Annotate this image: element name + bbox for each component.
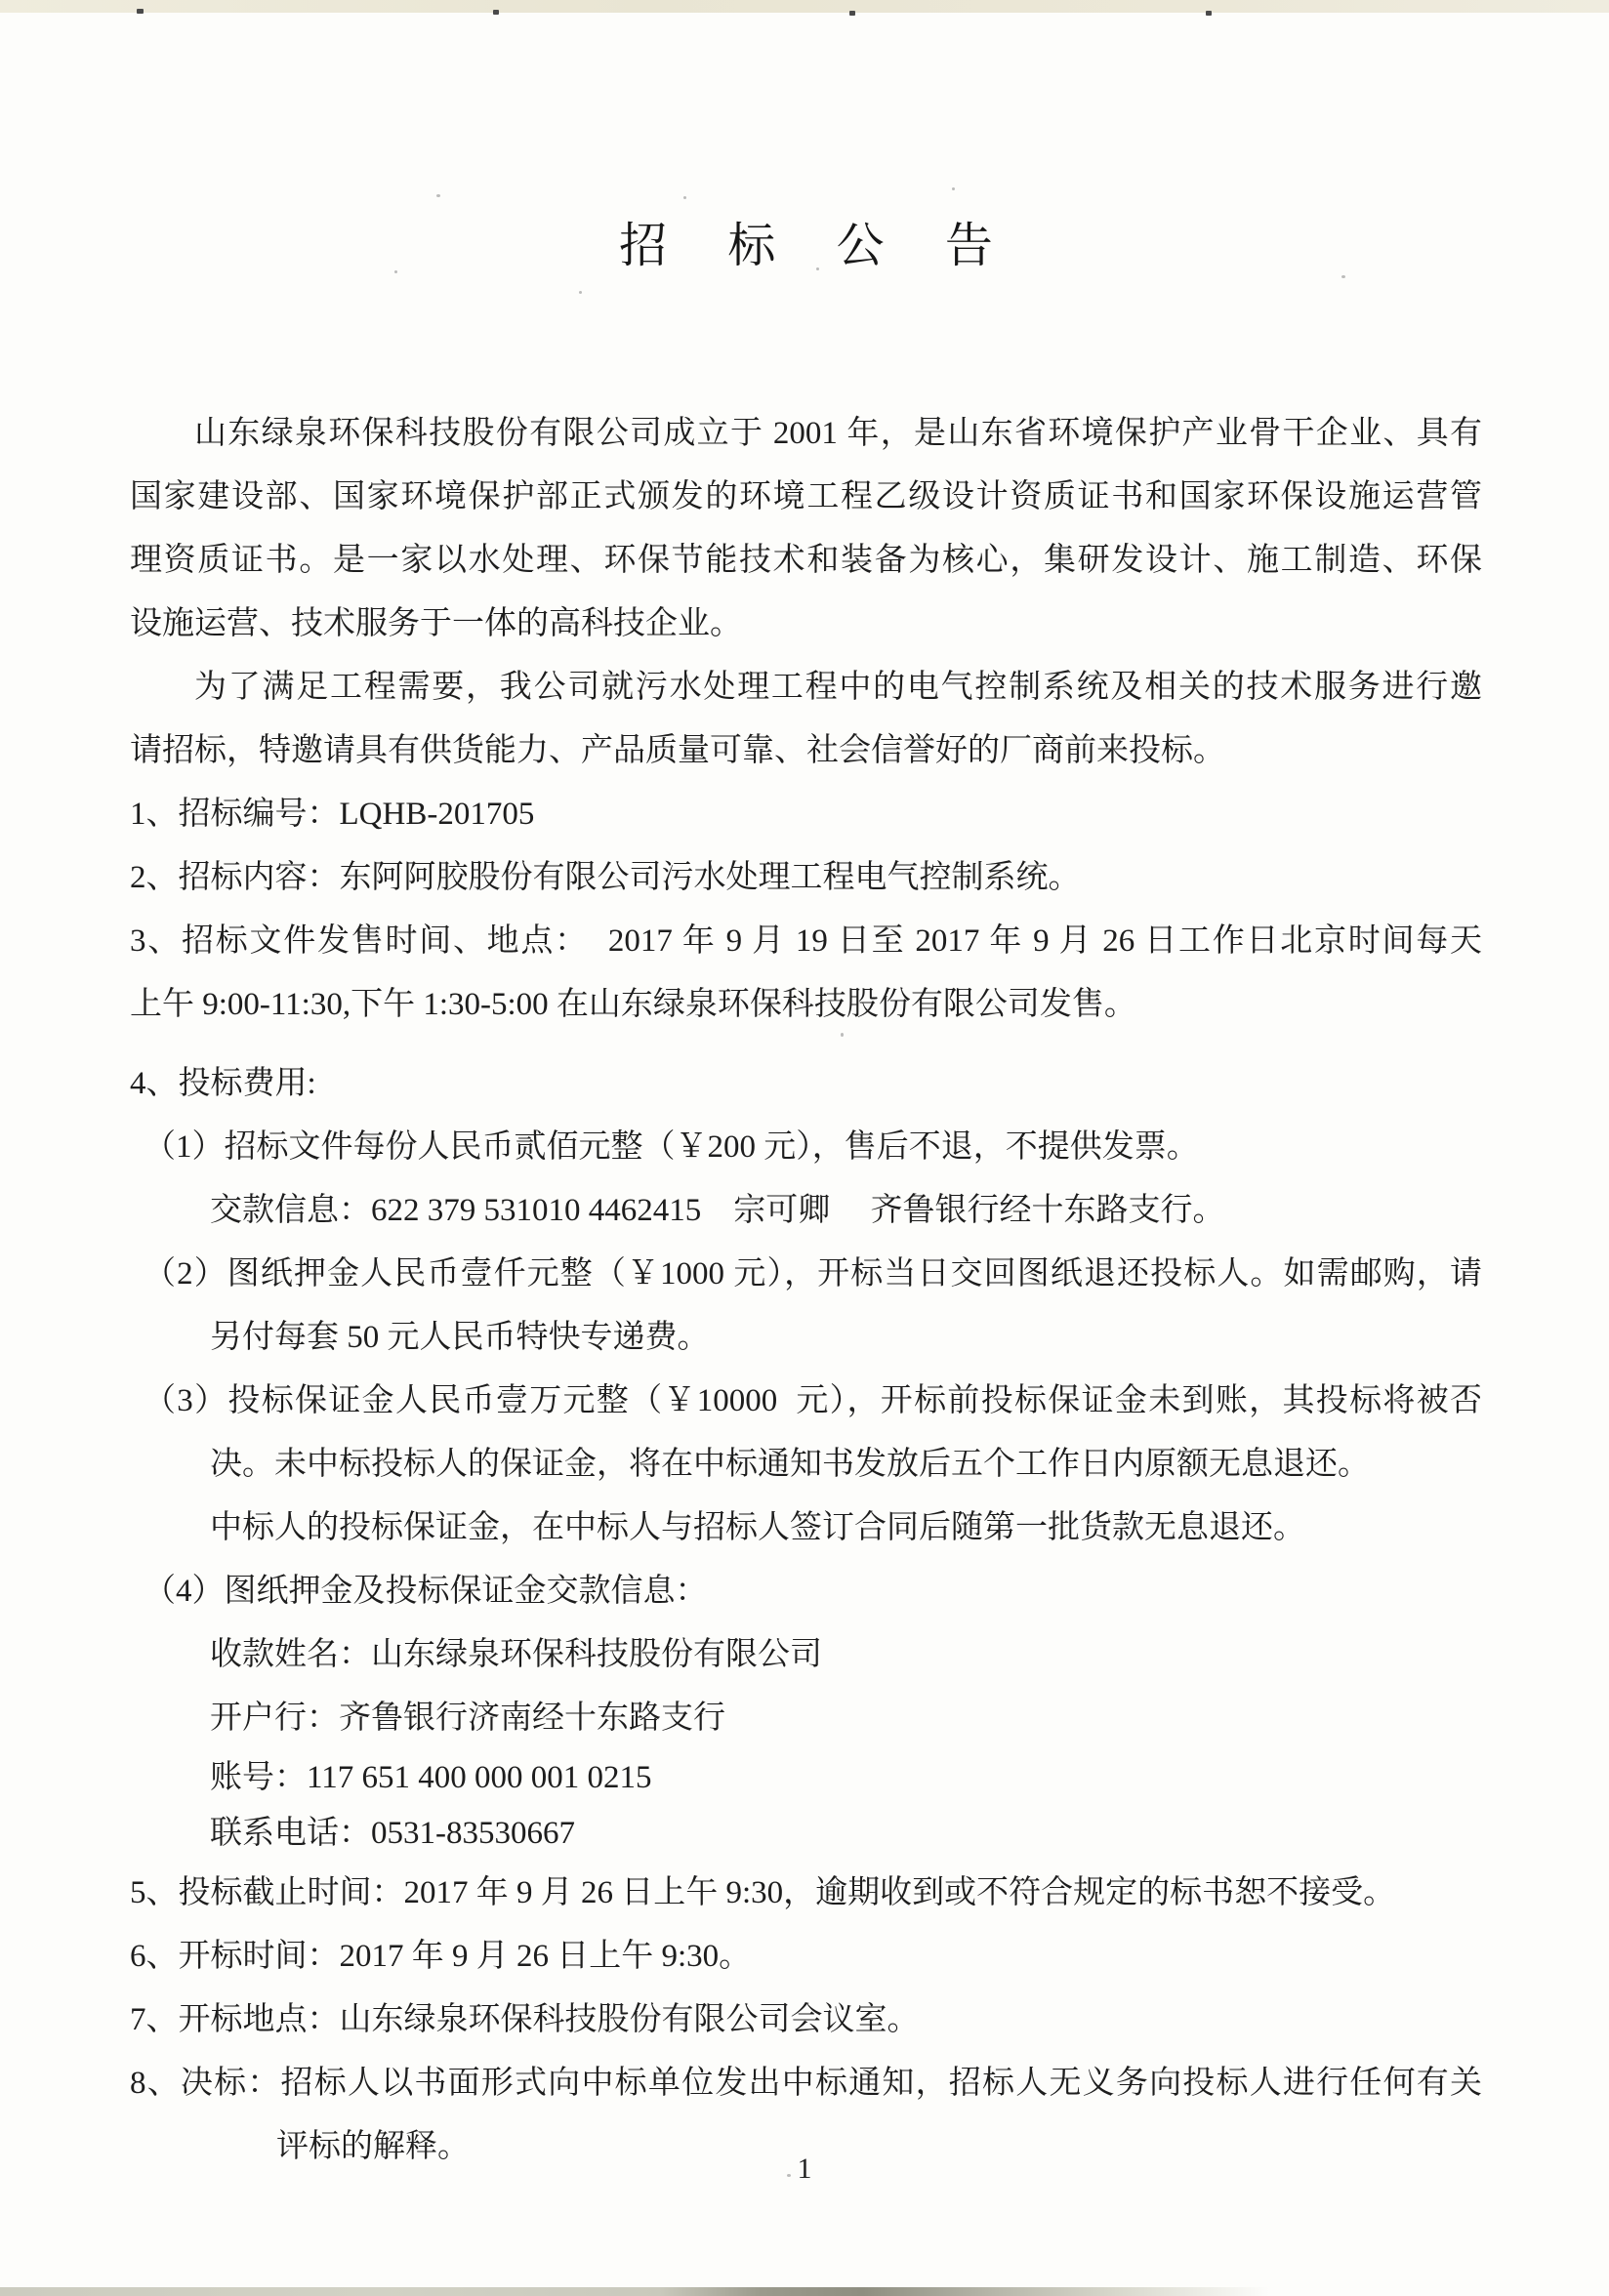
document-body — [130, 0, 1482, 2179]
fee-subitem-3-cont: 决。未中标投标人的保证金，将在中标通知书发放后五个工作日内原额无息退还。 — [210, 1447, 1370, 1482]
document-title: 招 标 公 告 — [619, 219, 1011, 272]
tender-number-item: 1、招标编号：LQHB-201705 — [130, 797, 535, 832]
fee-subitem-3-cont: 中标人的投标保证金，在中标人与招标人签订合同后随第一批货款无息退还。 — [210, 1510, 1305, 1545]
payment-info-line: 交款信息：622 379 531010 4462415 宗可卿 齐鲁银行经十东路支行。 — [210, 1193, 1225, 1228]
fee-subitem-2: （2）图纸押金人民币壹仟元整（￥1000 元），开标当日交回图纸退还投标人。如需邮购，请 — [144, 1256, 1482, 1292]
intro-paragraph-line: 理资质证书。是一家以水处理、环保节能技术和装备为核心，集研发设计、施工制造、环保 — [130, 543, 1482, 578]
account-number-line: 账号：117 651 400 000 001 0215 — [210, 1760, 652, 1795]
award-decision-item-cont: 评标的解释。 — [276, 2129, 470, 2164]
fee-subitem-3: （3）投标保证金人民币壹万元整（￥10000 元），开标前投标保证金未到账，其投标将被否 — [144, 1383, 1482, 1418]
document-sale-time-item: 上午 9:00-11:30,下午 1:30-5:00 在山东绿泉环保科技股份有限公司发售。 — [130, 987, 1136, 1022]
bid-opening-time-item: 6、开标时间：2017 年 9 月 26 日上午 9:30。 — [130, 1939, 752, 1974]
award-decision-item: 8、决标：招标人以书面形式向中标单位发出中标通知，招标人无义务向投标人进行任何有关 — [130, 2066, 1482, 2101]
intro-paragraph-line: 国家建设部、国家环境保护部正式颁发的环境工程乙级设计资质证书和国家环保设施运营管 — [130, 479, 1482, 514]
invitation-paragraph-line: 请招标，特邀请具有供货能力、产品质量可靠、社会信誉好的厂商前来投标。 — [130, 733, 1225, 768]
intro-paragraph-line: 山东绿泉环保科技股份有限公司成立于 2001 年，是山东省环境保护产业骨干企业、具有 — [194, 416, 1482, 451]
document-sale-time-item: 3、招标文件发售时间、地点： 2017 年 9 月 19 日至 2017 年 9 月 26 日工作日北京时间每天 — [130, 923, 1482, 959]
bid-fee-header: 4、投标费用: — [130, 1066, 316, 1101]
contact-phone-line: 联系电话：0531-83530667 — [210, 1816, 575, 1851]
fee-subitem-1: （1）招标文件每份人民币贰佰元整（￥200 元），售后不退，不提供发票。 — [144, 1129, 1199, 1165]
tender-content-item: 2、招标内容：东阿阿胶股份有限公司污水处理工程电气控制系统。 — [130, 860, 1081, 895]
payee-name-line: 收款姓名：山东绿泉环保科技股份有限公司 — [210, 1637, 822, 1672]
scan-bottom-edge — [0, 2287, 1269, 2296]
bid-deadline-item: 5、投标截止时间：2017 年 9 月 26 日上午 9:30，逾期收到或不符合规定的标书恕不接受。 — [130, 1875, 1396, 1910]
bank-branch-line: 开户行：齐鲁银行济南经十东路支行 — [210, 1701, 725, 1736]
invitation-paragraph-line: 为了满足工程需要，我公司就污水处理工程中的电气控制系统及相关的技术服务进行邀 — [194, 670, 1482, 705]
intro-paragraph-line: 设施运营、技术服务于一体的高科技企业。 — [130, 606, 742, 641]
page-number: 1 — [797, 2152, 812, 2185]
fee-subitem-2-cont: 另付每套 50 元人民币特快专递费。 — [210, 1320, 710, 1355]
fee-subitem-4-header: （4）图纸押金及投标保证金交款信息： — [144, 1574, 708, 1609]
bid-opening-place-item: 7、开标地点：山东绿泉环保科技股份有限公司会议室。 — [130, 2002, 920, 2037]
